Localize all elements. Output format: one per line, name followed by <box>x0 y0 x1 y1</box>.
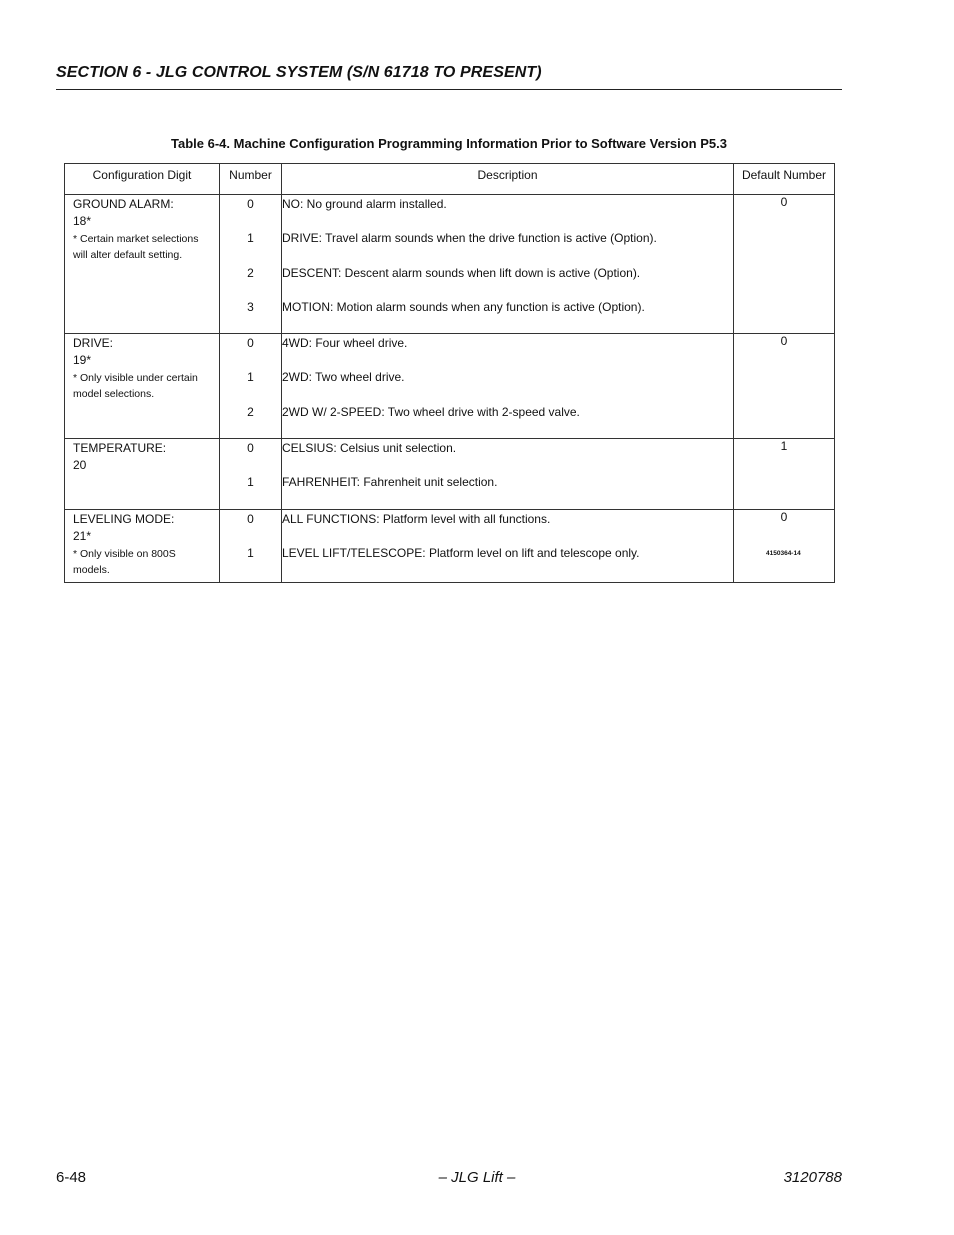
configuration-cell <box>65 195 220 334</box>
option-description: DRIVE: Travel alarm sounds when the drive function is active (Option). <box>282 231 657 246</box>
default-number-cell: 0 <box>734 509 835 582</box>
config-note: * Certain market selections will alter default setting. <box>73 233 199 261</box>
config-digit: 21* <box>73 528 92 543</box>
table-row <box>65 439 835 510</box>
option-description: NO: No ground alarm installed. <box>282 197 447 211</box>
section-title: SECTION 6 - JLG CONTROL SYSTEM (S/N 61718 TO PRESENT) <box>56 64 542 81</box>
default-number-cell: 0 <box>734 195 835 334</box>
table-header-row <box>65 164 835 195</box>
description-cell <box>282 509 734 582</box>
description-cell <box>282 334 734 439</box>
table-row <box>65 509 835 582</box>
number-cell <box>220 439 282 510</box>
option-description: 4WD: Four wheel drive. <box>282 336 408 351</box>
option-number: 0 <box>247 336 254 351</box>
option-number: 3 <box>247 299 254 314</box>
config-digit: 20 <box>73 458 87 473</box>
option-description: 2WD W/ 2-SPEED: Two wheel drive with 2-speed valve. <box>282 404 580 419</box>
config-digit: 19* <box>73 353 92 368</box>
document-number: 3120788 <box>783 1169 842 1186</box>
config-note: * Only visible under certain model selections. <box>73 372 198 401</box>
config-digit: 18* <box>73 214 92 228</box>
number-cell <box>220 509 282 582</box>
description-cell <box>282 439 734 510</box>
number-cell <box>220 195 282 334</box>
page-number: 6-48 <box>56 1169 87 1186</box>
column-header: Configuration Digit <box>65 164 220 195</box>
configuration-cell <box>65 334 220 439</box>
footer-center: – JLG Lift – <box>438 1169 516 1186</box>
part-number: 4150364-14 <box>766 550 801 557</box>
config-name: GROUND ALARM: <box>73 197 174 211</box>
option-description: DESCENT: Descent alarm sounds when lift down is active (Option). <box>282 265 641 280</box>
option-description: FAHRENHEIT: Fahrenheit unit selection. <box>282 475 498 490</box>
option-description: LEVEL LIFT/TELESCOPE: Platform level on lift and telescope only. <box>282 545 640 560</box>
column-header: Default Number <box>734 164 835 195</box>
default-number-cell: 1 <box>734 439 835 510</box>
column-header: Description <box>282 164 734 195</box>
column-header: Number <box>220 164 282 195</box>
table-body <box>65 195 835 583</box>
option-number: 1 <box>247 475 254 490</box>
option-number: 1 <box>247 370 254 385</box>
config-note: * Only visible on 800S models. <box>73 547 176 576</box>
config-name: LEVELING MODE: <box>73 511 175 526</box>
option-description: MOTION: Motion alarm sounds when any function is active (Option). <box>282 299 645 314</box>
default-number-cell: 0 <box>734 334 835 439</box>
table-row <box>65 334 835 439</box>
option-number: 2 <box>247 404 254 419</box>
option-number: 1 <box>247 231 254 246</box>
option-description: ALL FUNCTIONS: Platform level with all functions. <box>282 511 551 526</box>
configuration-cell <box>65 439 220 510</box>
option-number: 0 <box>247 511 254 526</box>
config-name: DRIVE: <box>73 336 114 351</box>
header-rule <box>56 89 842 90</box>
table-row <box>65 195 835 334</box>
option-number: 2 <box>247 265 254 280</box>
option-number: 1 <box>247 545 254 560</box>
option-number: 0 <box>247 441 254 456</box>
option-description: CELSIUS: Celsius unit selection. <box>282 441 457 456</box>
configuration-cell <box>65 509 220 582</box>
description-cell <box>282 195 734 334</box>
table-title: Table 6-4. Machine Configuration Programming Information Prior to Software Version P5.3 <box>171 136 727 151</box>
config-name: TEMPERATURE: <box>73 441 167 456</box>
option-description: 2WD: Two wheel drive. <box>282 370 405 385</box>
option-number: 0 <box>247 197 254 211</box>
number-cell <box>220 334 282 439</box>
configuration-table <box>64 163 835 583</box>
